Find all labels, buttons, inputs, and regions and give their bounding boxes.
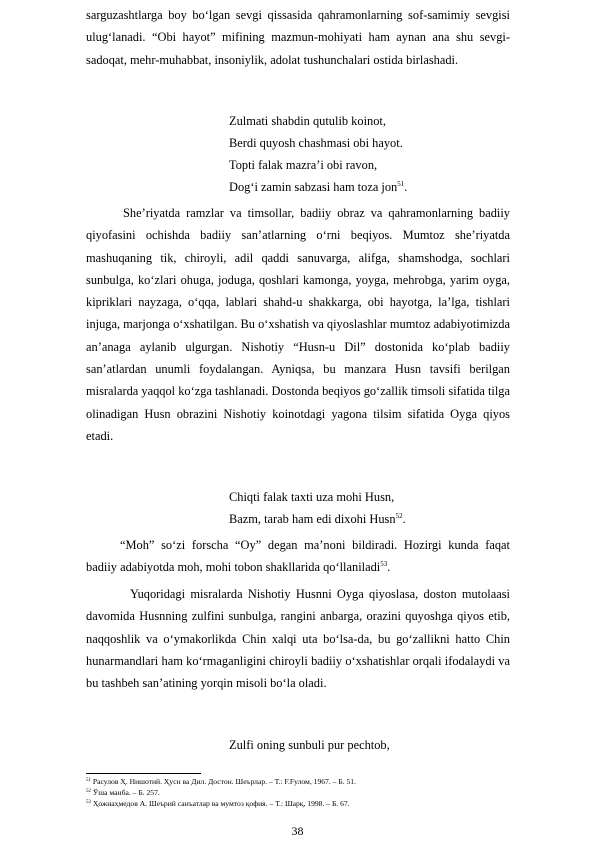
paragraph-3-text: “Moh” soʻzi forscha “Oy” degan ma’noni bildiradi. Hozirgi kunda faqat badiiy adabiyotda moh, mohi tobon shakllarida qoʻllaniladi xyxy=(86,538,510,575)
verse-line-1: Zulmati shabdin qutulib koinot, xyxy=(229,114,386,128)
verse-line-3: Topti falak mazra’i obi ravon, xyxy=(229,158,378,172)
footnote-51-number: 51 xyxy=(86,778,91,783)
footnote-separator xyxy=(86,773,201,774)
paragraph-1 xyxy=(86,4,510,71)
paragraph-4-text: Yuqoridagi misralarda Nishotiy Husnni Oyga qiyoslasa, doston mutolaasi davomida Husnning zulfini sunbulga, rangini anbarga, orazini quyoshga qiyos etib, naqqoshlik va oʻymakorlikda Chin xalqi uta boʻlsa-da, bu goʻzallikni hatto Chin hunarmandlari ham koʻrmaganligini chiroyli badiiy oʻxshatishlar orqali ifodalaydi va bu tashbeh san’atining yorqin misoli boʻla oladi. xyxy=(86,587,510,691)
verse-line-2: Berdi quyosh chashmasi obi hayot. xyxy=(229,136,403,150)
verse-line-7: Zulfi oning sunbuli pur pechtob, xyxy=(229,738,390,752)
footnote-ref-52: 52 xyxy=(395,512,403,520)
verse-line-6 xyxy=(229,508,406,530)
footnote-51 xyxy=(86,777,356,788)
footnote-51-text: Расулов Ҳ. Нишотий. Ҳусн ва Дил. Достон. Шеърлар. – Т.: F.Fулом, 1967. – Б. 51. xyxy=(92,777,356,786)
paragraph-2-text: She’riyatda ramzlar va timsollar, badiiy obraz va qahramonlarning badiiy qiyofasini ochishda badiiy san’atlarning oʻrni beqiyos. Mumtoz she’riyatda mashuqaning tik, chiroyli, adil qaddi sanuvarga, alifga, shamshodga, sochlari sunbulga, koʻzlari ohuga, joduga, qoshlari kamonga, yoyga, mehrobga, yarim oyga, kipriklari nayzaga, oʻqqa, lablari shahd-u shakkarga, obi hayotga, la’lga, tishlari injuga, marjonga oʻxshatilgan. Bu oʻxshatish va qiyoslashlar mumtoz adabiyotimizda an’anaga aylanib ulgurgan. Nishotiy “Husn-u Dil” dostonida koʻplab badiiy san’atlardan unumli foydalangan. Ayniqsa, bu manzara Husn tavsifi berilgan misralarda yaqqol koʻzga tashlanadi. Dostonda beqiyos goʻzallik timsoli sifatida tilga olinadigan Husn obrazini Nishotiy koinotdagi yagona tilsim sifatida Oyga qiyos etadi. xyxy=(86,206,510,443)
footnote-52 xyxy=(86,788,160,799)
footnote-52-text: Ўша манба. – Б. 257. xyxy=(92,788,160,797)
footnote-53-number: 53 xyxy=(86,800,91,805)
verse-line-5: Chiqti falak taxti uza mohi Husn, xyxy=(229,490,395,504)
paragraph-2 xyxy=(86,202,510,447)
footnote-53-text: Ҳожиаҳмедов А. Шеърий санъатлар ва мумтоз қофия. – Т.: Шарқ, 1998. – Б. 67. xyxy=(92,799,350,808)
footnote-53 xyxy=(86,799,350,810)
paragraph-4 xyxy=(86,583,510,694)
paragraph-3-end: . xyxy=(387,560,391,575)
page-number: 38 xyxy=(291,824,304,838)
paragraph-1-text: sarguzashtlarga boy boʻlgan sevgi qissasida qahramonlarning sof-samimiy sevgisi ulugʻlanadi. “Obi hayot” mifining mazmun-mohiyati ham aynan ana shu sevgi-sadoqat, mehr-muhabbat, insoniylik, adolat tushunchalari ostida birlashadi. xyxy=(86,8,510,67)
verse-line-6-text: Bazm, tarab ham edi dixohi Husn xyxy=(229,512,396,526)
verse-line-4-end: . xyxy=(404,180,408,194)
verse-line-4-text: Dogʻi zamin sabzasi ham toza jon xyxy=(229,180,398,194)
footnote-ref-51: 51 xyxy=(397,180,405,188)
verse-line-6-end: . xyxy=(402,512,406,526)
paragraph-3 xyxy=(86,534,510,579)
footnote-ref-53: 53 xyxy=(380,560,388,569)
footnote-52-number: 52 xyxy=(86,789,91,794)
verse-line-4 xyxy=(229,176,407,198)
